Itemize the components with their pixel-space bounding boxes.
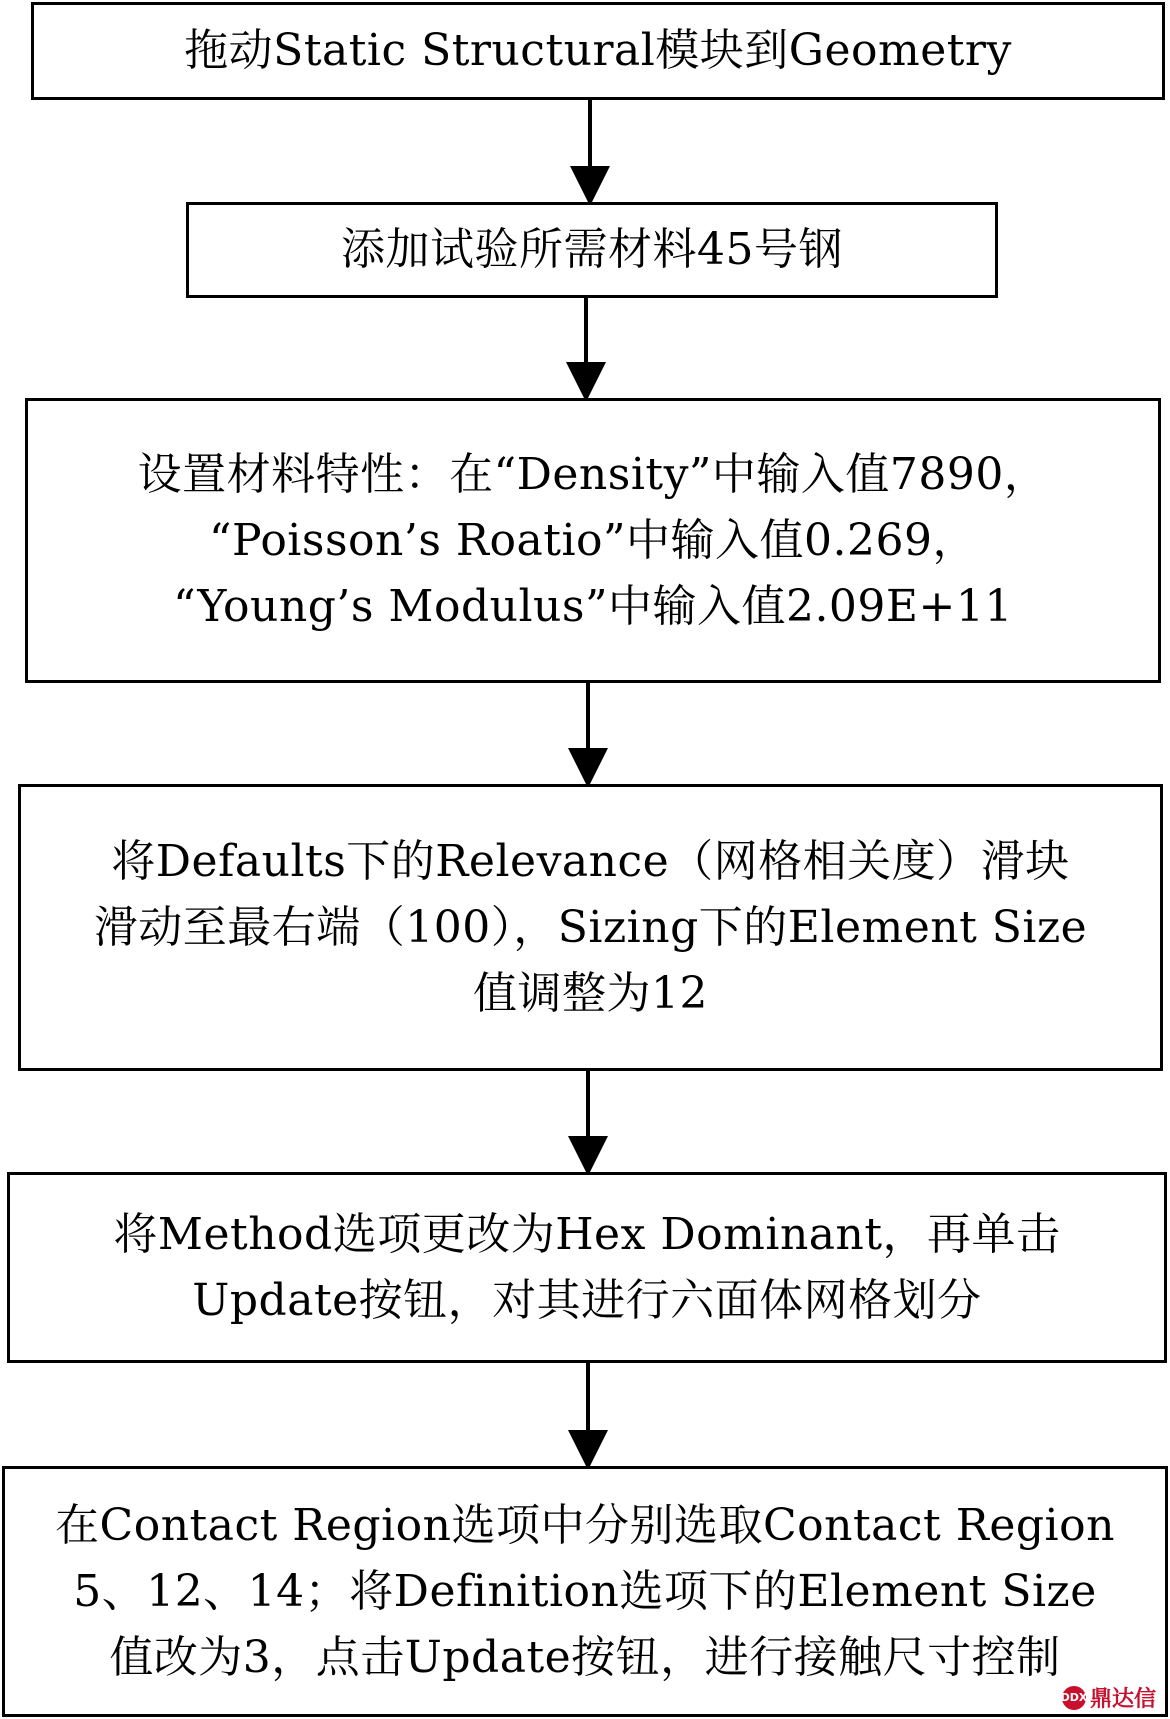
flow-step-6-text [55, 1493, 1115, 1691]
flow-step-3-line-2: “Poisson’s Roatio”中输入值0.269， [209, 514, 977, 566]
flow-step-5-line-2: Update按钮，对其进行六面体网格划分 [192, 1274, 982, 1326]
flow-step-3-line-3: “Young’s Modulus”中输入值2.09E+11 [173, 580, 1013, 632]
flow-step-6-line-3: 值改为3，点击Update按钮，进行接触尺寸控制 [109, 1631, 1061, 1683]
flow-step-4-line-2: 滑动至最右端（100），Sizing下的Element Size [93, 901, 1088, 953]
flow-step-5-text [113, 1202, 1060, 1334]
watermark-text: 鼎达信 [1089, 1687, 1156, 1712]
flow-step-5-box [7, 1172, 1167, 1363]
flow-step-2-line-1: 添加试验所需材料45号钢 [341, 224, 843, 275]
flow-step-3-line-1: 设置材料特性：在“Density”中输入值7890， [137, 448, 1049, 500]
flow-step-6-line-2: 5、12、14；将Definition选项下的Element Size [73, 1565, 1097, 1617]
flow-step-4-line-1: 将Defaults下的Relevance（网格相关度）滑块 [111, 835, 1070, 887]
flow-step-1-line-1: 拖动Static Structural模块到Geometry [184, 25, 1012, 76]
flow-step-1-box [31, 2, 1165, 100]
flow-step-6-line-1: 在Contact Region选项中分别选取Contact Region [55, 1499, 1115, 1551]
flow-step-1-text [184, 18, 1012, 84]
flow-step-6-box [2, 1466, 1168, 1717]
flow-step-3-text [138, 442, 1049, 640]
flow-step-5-line-1: 将Method选项更改为Hex Dominant，再单击 [113, 1208, 1061, 1260]
watermark-seal-icon: DDX [1062, 1686, 1086, 1710]
flow-step-4-line-3: 值调整为12 [472, 967, 708, 1019]
flow-step-4-text [94, 829, 1087, 1027]
flow-step-2-box [186, 202, 998, 298]
flow-step-2-text [341, 217, 843, 283]
watermark [1062, 1682, 1156, 1713]
flow-step-3-box [25, 398, 1161, 683]
flow-step-4-box [18, 784, 1163, 1071]
